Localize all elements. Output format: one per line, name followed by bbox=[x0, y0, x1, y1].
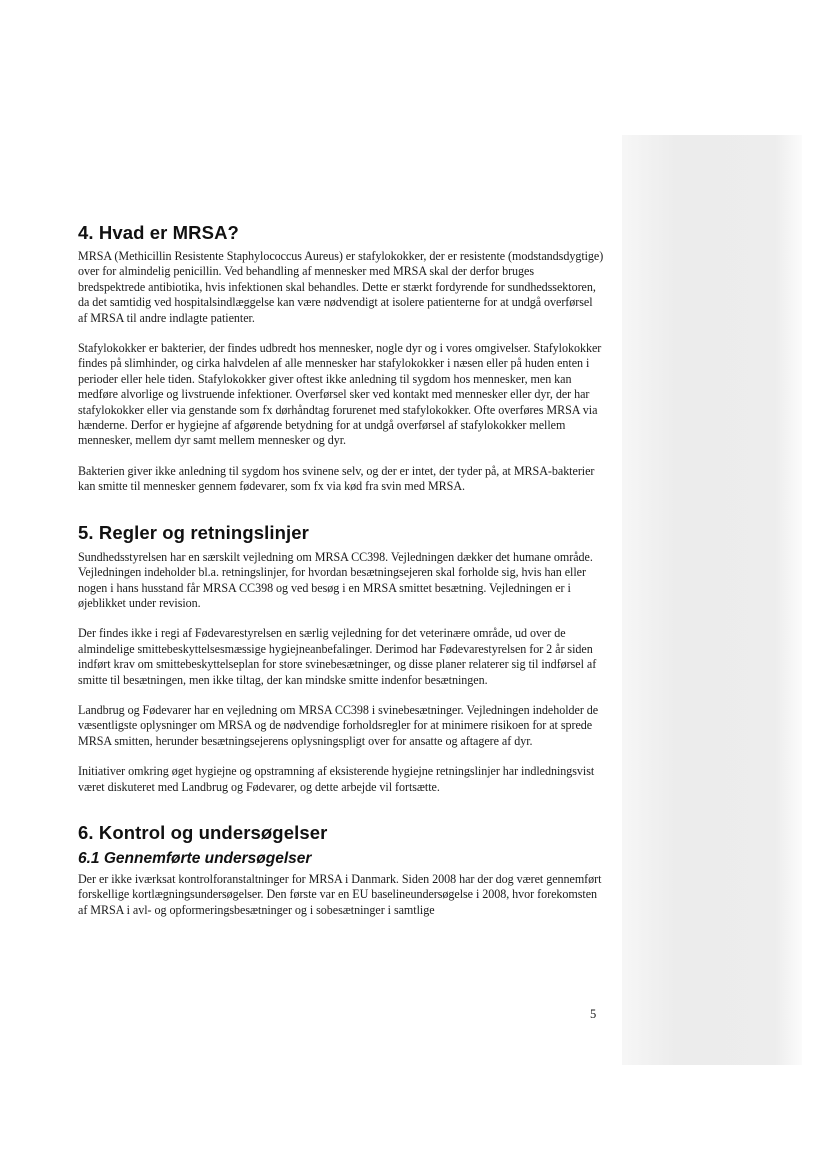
paragraph: Der er ikke iværksat kontrolforanstaltninger for MRSA i Danmark. Siden 2008 har der dog været gennemført forskellige kortlægningsundersøgelser. Den første var en EU baselineundersøgelse i 2008, hvor forekomsten af MRSA i avl- og opformeringsbesætninger og i sobesætninger i samtlige bbox=[78, 871, 602, 917]
section-heading: 4. Hvad er MRSA? bbox=[78, 222, 239, 243]
section-4 bbox=[78, 222, 604, 495]
paragraph: Stafylokokker er bakterier, der findes udbredt hos mennesker, nogle dyr og i vores omgivelser. Stafylokokker findes på slimhinder, og cirka halvdelen af alle mennesker har stafylokokker i næsen eller på huden enten i perioder eller hele tiden. Stafylokokker giver oftest ikke anledning til sygdom hos mennesker, men kan medføre alvorlige og livstruende infektioner. Overførsel sker ved kontakt med mennesker eller dyr, der har stafylokokker eller via genstande som fx dørhåndtag forurenet med stafylokokker. Ofte overføres MRSA via hænderne. Derfor er hygiejne af afgørende betydning for at undgå overførsel af stafylokokker mellem mennesker, mellem dyr samt mellem mennesker og dyr. bbox=[78, 341, 602, 448]
subsection-heading: 6.1 Gennemførte undersøgelser bbox=[78, 849, 312, 867]
section-5 bbox=[78, 522, 604, 795]
document-page bbox=[78, 222, 604, 933]
section-heading: 5. Regler og retningslinjer bbox=[78, 521, 309, 543]
paragraph: Landbrug og Fødevarer har en vejledning om MRSA CC398 i svinebesætninger. Vejledningen indeholder de væsentligste oplysninger om MRSA og de nødvendige forholdsregler for at minimere risikoen for at sprede MRSA smitten, herunder besætningsejerens oplysningspligt over for ansatte og aftagere af dyr. bbox=[78, 702, 599, 748]
paragraph: Bakterien giver ikke anledning til sygdom hos svinene selv, og der er intet, der tyder på, at MRSA-bakterier kan smitte til mennesker gennem fødevarer, som fx via kød fra svin med MRSA. bbox=[78, 463, 595, 494]
paragraph: Initiativer omkring øget hygiejne og opstramning af eksisterende hygiejne retningslinjer har indledningsvist været diskuteret med Landbrug og Fødevarer, og dette arbejde vil fortsætte. bbox=[78, 764, 595, 794]
page-number: 5 bbox=[590, 1007, 597, 1021]
paragraph: Der findes ikke i regi af Fødevarestyrelsen en særlig vejledning for det veterinære område, ud over de almindelige smittebeskyttelsesmæssige hygiejneanbefalinger. Derimod har Fødevarestyrelsen for 2 år siden indført krav om smittebeskyttelseplan for store svinebesætninger, og disse planer relaterer sig til indførsel af smitte til besætningen, men ikke tiltag, der kan mindske smitte indenfor besætningen. bbox=[78, 626, 597, 687]
paragraph: MRSA (Methicillin Resistente Staphylococcus Aureus) er stafylokokker, der er resistente (modstandsdygtige) over for almindelig penicillin. Ved behandling af mennesker med MRSA skal der derfor bruges bredspektrede antibiotika, hvis infektionen skal behandles. Dette er stærkt fordyrende for sundhedssektoren, da det samtidig ved hospitalsindlæggelse kan være nødvendigt at isolere patienterne for at undgå overførsel af MRSA til andre indlagte patienter. bbox=[78, 249, 604, 325]
scan-shadow bbox=[622, 135, 802, 1065]
section-heading: 6. Kontrol og undersøgelser bbox=[78, 821, 328, 843]
section-6 bbox=[78, 822, 604, 918]
paragraph: Sundhedsstyrelsen har en særskilt vejledning om MRSA CC398. Vejledningen dækker det humane område. Vejledningen indeholder bl.a. retningslinjer, for hvordan besætningsejeren skal forholde sig, hvis han eller nogen i hans husstand får MRSA CC398 og ved besøg i en MRSA smittet besætning. Vejledningen er i øjeblikket under revision. bbox=[78, 549, 593, 610]
